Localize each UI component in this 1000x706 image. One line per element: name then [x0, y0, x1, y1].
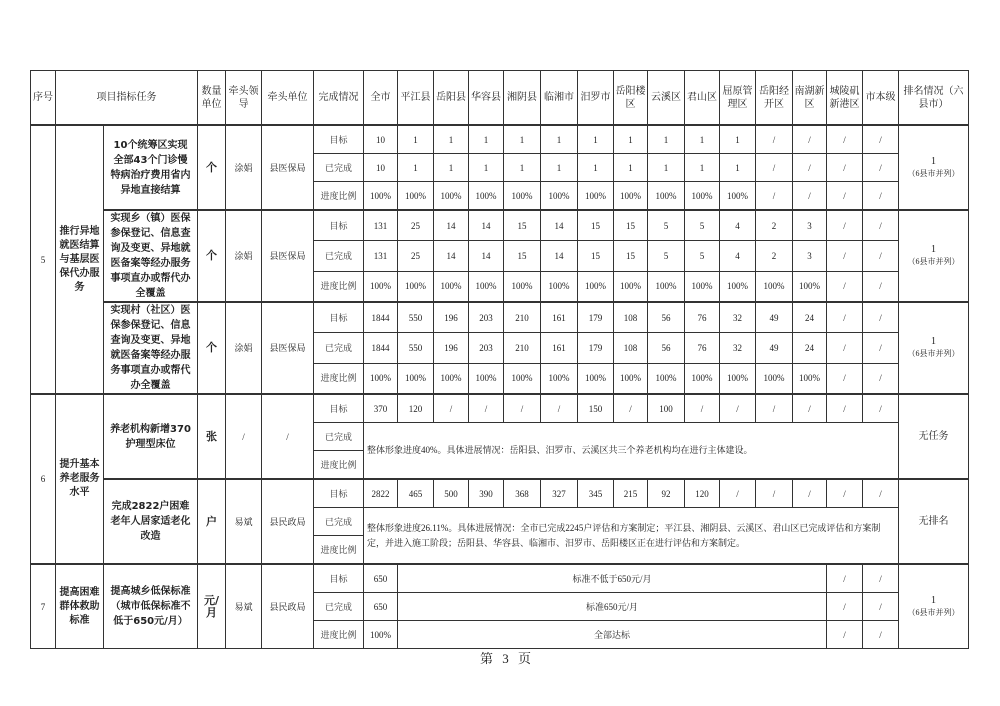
progress-table: [30, 70, 969, 649]
value-cell: 76: [685, 333, 720, 363]
value-cell: 14: [541, 241, 578, 271]
value-cell: /: [863, 621, 899, 649]
value-cell: 32: [720, 333, 756, 363]
value-cell: 14: [469, 210, 504, 241]
status-label: 已完成: [314, 241, 364, 271]
value-cell: 5: [648, 210, 685, 241]
value-cell: 14: [541, 210, 578, 241]
value-cell: 100%: [614, 363, 648, 394]
value-cell: 1: [469, 154, 504, 182]
value-cell: 150: [578, 394, 614, 423]
standard-text: 标准不低于650元/月: [398, 564, 827, 593]
column-header: 南湖新区: [793, 71, 827, 126]
progress-note: 整体形象进度40%。具体进展情况：岳阳县、汨罗市、云溪区共三个养老机构均在进行主体建设。: [364, 423, 899, 480]
value-cell: /: [793, 394, 827, 423]
value-cell: 100%: [614, 271, 648, 302]
status-label: 目标: [314, 302, 364, 333]
value-cell: /: [827, 593, 863, 621]
table-row: [31, 125, 969, 154]
section-category: 提升基本养老服务水平: [56, 394, 104, 564]
value-cell: 1: [541, 154, 578, 182]
column-header: 云溪区: [648, 71, 685, 126]
value-cell: /: [793, 182, 827, 211]
value-cell: 15: [578, 210, 614, 241]
lead-department: 县民政局: [262, 479, 314, 564]
value-cell: 25: [398, 210, 434, 241]
value-cell: 100%: [541, 271, 578, 302]
value-cell: 100: [648, 394, 685, 423]
value-cell: 92: [648, 479, 685, 508]
value-cell: 100%: [720, 182, 756, 211]
value-cell: /: [827, 210, 863, 241]
column-header: 汨罗市: [578, 71, 614, 126]
column-header: 华容县: [469, 71, 504, 126]
value-cell: 100%: [364, 363, 398, 394]
column-header: 岳阳县: [434, 71, 469, 126]
value-cell: 100%: [685, 363, 720, 394]
value-cell: 100%: [364, 271, 398, 302]
ranking-note: （6县市并列）: [907, 607, 960, 617]
column-header: 湘阴县: [504, 71, 541, 126]
task-name: 实现村（社区）医保参保登记、信息查询及变更、异地就医备案等经办服务事项直办或帮代办全覆盖: [104, 302, 198, 394]
value-cell: 49: [756, 302, 793, 333]
value-cell: 10: [364, 125, 398, 154]
value-cell: 210: [504, 333, 541, 363]
value-cell: 203: [469, 333, 504, 363]
value-cell: /: [685, 394, 720, 423]
value-cell: 3: [793, 210, 827, 241]
value-cell: 345: [578, 479, 614, 508]
lead-department: 县医保局: [262, 210, 314, 302]
value-cell: 161: [541, 333, 578, 363]
status-label: 目标: [314, 210, 364, 241]
value-cell: 108: [614, 333, 648, 363]
value-cell: /: [756, 125, 793, 154]
status-label: 进度比例: [314, 536, 364, 565]
value-cell: 100%: [685, 182, 720, 211]
value-cell: /: [863, 302, 899, 333]
task-name: 实现乡（镇）医保参保登记、信息查询及变更、异地就医备案等经办服务事项直办或帮代办全覆盖: [104, 210, 198, 302]
column-header: 屈原管理区: [720, 71, 756, 126]
value-cell: /: [827, 241, 863, 271]
value-cell: 203: [469, 302, 504, 333]
value-cell: 100%: [364, 182, 398, 211]
value-cell: 76: [685, 302, 720, 333]
value-cell: 500: [434, 479, 469, 508]
lead-leader: /: [226, 394, 262, 479]
table-row: [31, 302, 969, 333]
value-cell: /: [827, 154, 863, 182]
value-cell: 14: [434, 241, 469, 271]
value-cell: 210: [504, 302, 541, 333]
ranking-value: 1: [931, 594, 936, 606]
ranking-cell: [899, 302, 969, 394]
value-cell: /: [614, 394, 648, 423]
value-cell: 100%: [793, 363, 827, 394]
section-number: 7: [31, 564, 56, 649]
value-cell: 550: [398, 333, 434, 363]
value-cell: 100%: [504, 363, 541, 394]
value-cell: 100%: [578, 182, 614, 211]
value-cell: /: [863, 593, 899, 621]
ranking-cell: [899, 479, 969, 564]
status-label: 进度比例: [314, 363, 364, 394]
column-header: 临湘市: [541, 71, 578, 126]
value-cell: 49: [756, 333, 793, 363]
value-cell: 1: [685, 154, 720, 182]
value-cell: 390: [469, 479, 504, 508]
value-cell: 1: [504, 125, 541, 154]
value-cell: 25: [398, 241, 434, 271]
value-cell: 100%: [434, 363, 469, 394]
ranking-value: 无任务: [918, 430, 949, 442]
value-cell: 1: [720, 125, 756, 154]
value-cell: 100%: [541, 363, 578, 394]
value-cell: 100%: [648, 182, 685, 211]
value-cell: 370: [364, 394, 398, 423]
value-cell: 100%: [578, 363, 614, 394]
value-cell: /: [720, 394, 756, 423]
value-cell: 24: [793, 333, 827, 363]
quantity-unit: 张: [198, 394, 226, 479]
column-header: 平江县: [398, 71, 434, 126]
column-header: 全市: [364, 71, 398, 126]
table-row: [31, 564, 969, 593]
value-cell: /: [793, 154, 827, 182]
value-cell: 161: [541, 302, 578, 333]
ranking-note: （6县市并列）: [907, 257, 960, 266]
header-row: [31, 71, 969, 126]
value-cell: /: [863, 479, 899, 508]
value-cell: 1: [648, 154, 685, 182]
value-cell: 1: [541, 125, 578, 154]
value-cell: 4: [720, 210, 756, 241]
status-label: 进度比例: [314, 182, 364, 211]
value-cell: /: [863, 241, 899, 271]
value-cell: /: [827, 621, 863, 649]
status-label: 目标: [314, 394, 364, 423]
task-name: 10个统筹区实现全部43个门诊慢特病治疗费用省内异地直接结算: [104, 125, 198, 210]
progress-note: 整体形象进度26.11%。具体进展情况：全市已完成2245户评估和方案制定；平江县、湘阴县、云溪区、君山区已完成评估和方案制定，并进入施工阶段；岳阳县、华容县、临湘市、汨罗市、岳阳楼区正在进行评估和方案制定。: [364, 508, 899, 565]
value-cell: 1: [614, 125, 648, 154]
column-header: 排名情况（六县市）: [899, 71, 969, 126]
value-cell: /: [827, 182, 863, 211]
value-cell: 24: [793, 302, 827, 333]
value-cell: 1: [720, 154, 756, 182]
column-header: 岳阳楼区: [614, 71, 648, 126]
value-cell: 2: [756, 241, 793, 271]
value-cell: /: [504, 394, 541, 423]
value-cell: /: [863, 394, 899, 423]
section-category: 提高困难群体救助标准: [56, 564, 104, 649]
value-cell: 650: [364, 564, 398, 593]
value-cell: 100%: [720, 363, 756, 394]
lead-leader: 涂娟: [226, 125, 262, 210]
column-header: 牵头单位: [262, 71, 314, 126]
value-cell: 2: [756, 210, 793, 241]
value-cell: 14: [469, 241, 504, 271]
status-label: 已完成: [314, 154, 364, 182]
status-label: 进度比例: [314, 621, 364, 649]
standard-text: 全部达标: [398, 621, 827, 649]
table-row: [31, 479, 969, 508]
value-cell: 108: [614, 302, 648, 333]
value-cell: /: [827, 564, 863, 593]
lead-leader: 易斌: [226, 479, 262, 564]
column-header: 完成情况: [314, 71, 364, 126]
value-cell: 100%: [398, 182, 434, 211]
column-header: 岳阳经开区: [756, 71, 793, 126]
value-cell: 1: [469, 125, 504, 154]
lead-leader: 涂娟: [226, 302, 262, 394]
value-cell: 100%: [756, 271, 793, 302]
lead-leader: 涂娟: [226, 210, 262, 302]
value-cell: 465: [398, 479, 434, 508]
value-cell: 100%: [541, 182, 578, 211]
value-cell: 179: [578, 302, 614, 333]
value-cell: 1: [398, 154, 434, 182]
value-cell: /: [720, 479, 756, 508]
value-cell: 15: [578, 241, 614, 271]
value-cell: /: [827, 125, 863, 154]
value-cell: 179: [578, 333, 614, 363]
value-cell: 196: [434, 333, 469, 363]
lead-department: 县医保局: [262, 302, 314, 394]
value-cell: 15: [504, 210, 541, 241]
value-cell: 56: [648, 302, 685, 333]
value-cell: 100%: [720, 271, 756, 302]
task-name: 提高城乡低保标准（城市低保标准不低于650元/月）: [104, 564, 198, 649]
ranking-value: 无排名: [918, 515, 949, 527]
value-cell: 100%: [504, 182, 541, 211]
ranking-cell: [899, 125, 969, 210]
value-cell: 100%: [614, 182, 648, 211]
section-category: 推行异地就医结算与基层医保代办服务: [56, 125, 104, 394]
value-cell: 1: [434, 125, 469, 154]
value-cell: /: [793, 125, 827, 154]
value-cell: 1: [578, 125, 614, 154]
lead-department: 县医保局: [262, 125, 314, 210]
value-cell: 131: [364, 210, 398, 241]
table-row: [31, 210, 969, 241]
value-cell: 100%: [469, 363, 504, 394]
status-label: 目标: [314, 125, 364, 154]
value-cell: 1: [504, 154, 541, 182]
value-cell: /: [827, 333, 863, 363]
value-cell: /: [863, 333, 899, 363]
value-cell: 550: [398, 302, 434, 333]
value-cell: /: [434, 394, 469, 423]
quantity-unit: 个: [198, 210, 226, 302]
value-cell: 32: [720, 302, 756, 333]
value-cell: /: [756, 154, 793, 182]
value-cell: 3: [793, 241, 827, 271]
value-cell: /: [756, 394, 793, 423]
value-cell: /: [863, 564, 899, 593]
value-cell: 5: [648, 241, 685, 271]
value-cell: 15: [614, 210, 648, 241]
quantity-unit: 元/月: [198, 564, 226, 649]
value-cell: 14: [434, 210, 469, 241]
column-header: 序号: [31, 71, 56, 126]
value-cell: /: [863, 125, 899, 154]
value-cell: 215: [614, 479, 648, 508]
ranking-note: （6县市并列）: [907, 349, 960, 358]
quantity-unit: 户: [198, 479, 226, 564]
ranking-cell: [899, 564, 969, 649]
value-cell: /: [827, 363, 863, 394]
value-cell: 100%: [648, 271, 685, 302]
value-cell: 100%: [648, 363, 685, 394]
value-cell: /: [756, 479, 793, 508]
value-cell: 2822: [364, 479, 398, 508]
value-cell: 1: [648, 125, 685, 154]
ranking-cell: [899, 210, 969, 302]
value-cell: /: [827, 479, 863, 508]
value-cell: 15: [504, 241, 541, 271]
value-cell: 120: [398, 394, 434, 423]
table-row: [31, 394, 969, 423]
value-cell: 1844: [364, 302, 398, 333]
value-cell: 100%: [685, 271, 720, 302]
page-number: 第 3 页: [480, 651, 535, 666]
column-header: 君山区: [685, 71, 720, 126]
column-header: 牵头领导: [226, 71, 262, 126]
value-cell: 5: [685, 241, 720, 271]
value-cell: 131: [364, 241, 398, 271]
value-cell: 327: [541, 479, 578, 508]
value-cell: 100%: [756, 363, 793, 394]
value-cell: /: [863, 182, 899, 211]
lead-department: /: [262, 394, 314, 479]
value-cell: 100%: [434, 182, 469, 211]
status-label: 已完成: [314, 423, 364, 451]
value-cell: 1: [685, 125, 720, 154]
status-label: 已完成: [314, 593, 364, 621]
value-cell: /: [863, 363, 899, 394]
quantity-unit: 个: [198, 125, 226, 210]
value-cell: 100%: [793, 271, 827, 302]
status-label: 目标: [314, 564, 364, 593]
value-cell: 100%: [434, 271, 469, 302]
value-cell: 5: [685, 210, 720, 241]
value-cell: 4: [720, 241, 756, 271]
value-cell: 100%: [398, 363, 434, 394]
value-cell: 100%: [398, 271, 434, 302]
ranking-value: 1: [931, 336, 936, 347]
quantity-unit: 个: [198, 302, 226, 394]
value-cell: 650: [364, 593, 398, 621]
value-cell: 100%: [504, 271, 541, 302]
ranking-value: 1: [931, 244, 936, 255]
status-label: 目标: [314, 479, 364, 508]
task-name: 养老机构新增370护理型床位: [104, 394, 198, 479]
status-label: 已完成: [314, 333, 364, 363]
value-cell: /: [863, 210, 899, 241]
status-label: 进度比例: [314, 271, 364, 302]
value-cell: 10: [364, 154, 398, 182]
column-header: 数量单位: [198, 71, 226, 126]
ranking-cell: [899, 394, 969, 479]
status-label: 进度比例: [314, 451, 364, 480]
lead-department: 县民政局: [262, 564, 314, 649]
value-cell: 1: [398, 125, 434, 154]
section-number: 5: [31, 125, 56, 394]
section-number: 6: [31, 394, 56, 564]
value-cell: /: [863, 154, 899, 182]
value-cell: /: [827, 271, 863, 302]
ranking-value: 1: [931, 155, 936, 167]
value-cell: 120: [685, 479, 720, 508]
value-cell: 196: [434, 302, 469, 333]
value-cell: 100%: [578, 271, 614, 302]
task-name: 完成2822户困难老年人居家适老化改造: [104, 479, 198, 564]
value-cell: 100%: [469, 271, 504, 302]
value-cell: 100%: [469, 182, 504, 211]
column-header: 城陵矶新港区: [827, 71, 863, 126]
value-cell: 15: [614, 241, 648, 271]
value-cell: /: [827, 394, 863, 423]
value-cell: /: [469, 394, 504, 423]
column-header: 市本级: [863, 71, 899, 126]
status-label: 已完成: [314, 508, 364, 536]
column-header: 项目指标任务: [56, 71, 198, 126]
value-cell: 368: [504, 479, 541, 508]
value-cell: /: [541, 394, 578, 423]
value-cell: /: [827, 302, 863, 333]
value-cell: 56: [648, 333, 685, 363]
value-cell: /: [863, 271, 899, 302]
value-cell: 100%: [364, 621, 398, 649]
value-cell: 1: [614, 154, 648, 182]
value-cell: 1: [578, 154, 614, 182]
lead-leader: 易斌: [226, 564, 262, 649]
value-cell: 1844: [364, 333, 398, 363]
standard-text: 标准650元/月: [398, 593, 827, 621]
ranking-note: （6县市并列）: [907, 168, 960, 178]
value-cell: /: [793, 479, 827, 508]
value-cell: /: [756, 182, 793, 211]
value-cell: 1: [434, 154, 469, 182]
